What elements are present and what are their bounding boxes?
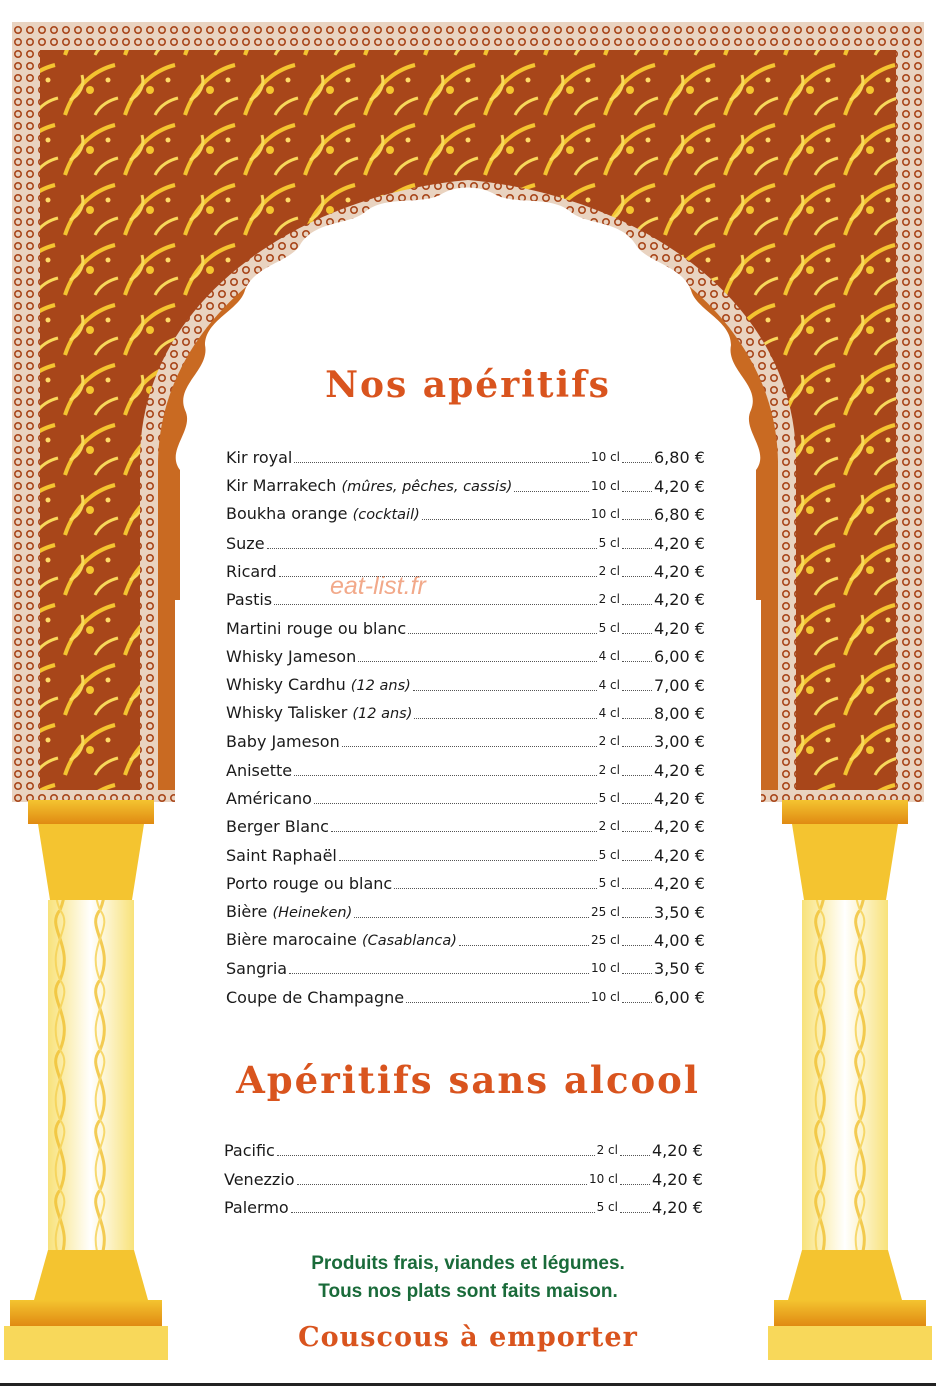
item-volume: 10 cl bbox=[590, 450, 620, 465]
item-note: (Heineken) bbox=[272, 904, 353, 921]
menu-item bbox=[224, 1190, 703, 1218]
item-note: (Casablanca) bbox=[361, 933, 457, 950]
dot-leader bbox=[620, 1212, 650, 1213]
item-volume: 5 cl bbox=[596, 1200, 618, 1215]
item-volume: 10 cl bbox=[590, 989, 620, 1004]
item-price: 3,00 € bbox=[654, 732, 705, 752]
dot-leader bbox=[622, 548, 652, 549]
item-name: Sangria bbox=[226, 959, 288, 979]
item-label bbox=[226, 476, 512, 497]
dot-leader bbox=[620, 1155, 650, 1156]
item-label bbox=[226, 703, 412, 724]
item-price: 4,20 € bbox=[654, 590, 705, 610]
item-name: Pacific bbox=[224, 1141, 275, 1161]
item-name: Whisky Jameson bbox=[226, 647, 357, 667]
item-price: 4,20 € bbox=[654, 476, 705, 496]
dot-leader bbox=[622, 746, 652, 747]
dot-leader bbox=[622, 1002, 652, 1003]
menu-item bbox=[224, 1133, 703, 1161]
item-volume: 25 cl bbox=[590, 904, 620, 919]
menu-item bbox=[226, 752, 705, 780]
item-label bbox=[226, 504, 420, 525]
dot-leader bbox=[291, 1212, 595, 1213]
item-label bbox=[226, 761, 292, 781]
item-label bbox=[226, 590, 272, 610]
section-title-sans-alcool: Apéritifs sans alcool bbox=[236, 1058, 700, 1102]
dot-leader bbox=[414, 718, 596, 719]
dot-leader bbox=[406, 1002, 589, 1003]
item-price: 6,80 € bbox=[654, 505, 705, 525]
item-volume: 25 cl bbox=[590, 933, 620, 948]
menu-item bbox=[226, 724, 705, 752]
dot-leader bbox=[622, 576, 652, 577]
item-name: Bière bbox=[226, 901, 268, 921]
item-price: 4,20 € bbox=[654, 618, 705, 638]
item-name: Martini rouge ou blanc bbox=[226, 618, 407, 638]
item-price: 4,20 € bbox=[654, 817, 705, 837]
item-price: 6,00 € bbox=[654, 987, 705, 1007]
item-price: 4,00 € bbox=[654, 931, 705, 951]
item-label bbox=[226, 448, 292, 468]
item-name: Porto rouge ou blanc bbox=[226, 874, 393, 894]
item-label bbox=[226, 732, 340, 752]
menu-item bbox=[226, 696, 705, 724]
dot-leader bbox=[274, 604, 596, 605]
item-volume: 2 cl bbox=[598, 819, 620, 834]
item-label bbox=[226, 647, 356, 667]
item-label bbox=[226, 534, 265, 554]
dot-leader bbox=[289, 973, 589, 974]
item-label bbox=[224, 1170, 295, 1190]
dot-leader bbox=[622, 633, 652, 634]
item-price: 4,20 € bbox=[654, 561, 705, 581]
item-volume: 10 cl bbox=[590, 507, 620, 522]
watermark-text: eat-list.fr bbox=[330, 572, 426, 600]
item-label bbox=[226, 902, 352, 923]
item-volume: 10 cl bbox=[590, 478, 620, 493]
menu-item bbox=[226, 951, 705, 979]
item-price: 3,50 € bbox=[654, 959, 705, 979]
item-volume: 4 cl bbox=[598, 677, 620, 692]
item-volume: 10 cl bbox=[588, 1171, 618, 1186]
menu-item bbox=[226, 809, 705, 837]
menu-item bbox=[226, 639, 705, 667]
menu-item bbox=[226, 440, 705, 468]
footer-line-2: Tous nos plats sont faits maison. bbox=[318, 1281, 618, 1302]
dot-leader bbox=[394, 888, 596, 889]
dot-leader bbox=[622, 491, 652, 492]
menu-item bbox=[226, 582, 705, 610]
item-name: Suze bbox=[226, 533, 265, 553]
dot-leader bbox=[339, 860, 597, 861]
item-note: (cocktail) bbox=[352, 507, 420, 524]
item-price: 4,20 € bbox=[654, 845, 705, 865]
item-name: Venezzio bbox=[224, 1169, 295, 1189]
item-name: Baby Jameson bbox=[226, 732, 340, 752]
menu-item bbox=[226, 667, 705, 695]
dot-leader bbox=[267, 548, 597, 549]
item-price: 4,20 € bbox=[652, 1141, 703, 1161]
footer-line-1: Produits frais, viandes et légumes. bbox=[311, 1253, 625, 1274]
item-price: 7,00 € bbox=[654, 675, 705, 695]
dot-leader bbox=[622, 604, 652, 605]
dot-leader bbox=[297, 1184, 587, 1185]
item-name: Boukha orange bbox=[226, 504, 348, 524]
dot-leader bbox=[622, 831, 652, 832]
dot-leader bbox=[294, 462, 589, 463]
item-volume: 5 cl bbox=[598, 620, 620, 635]
item-name: Ricard bbox=[226, 561, 277, 581]
item-volume: 5 cl bbox=[598, 791, 620, 806]
menu-item bbox=[226, 525, 705, 553]
dot-leader bbox=[358, 661, 596, 662]
item-price: 3,50 € bbox=[654, 902, 705, 922]
item-volume: 4 cl bbox=[598, 705, 620, 720]
sans-alcool-list bbox=[224, 1133, 703, 1218]
menu-item bbox=[226, 497, 705, 525]
item-price: 8,00 € bbox=[654, 703, 705, 723]
item-price: 4,20 € bbox=[652, 1198, 703, 1218]
item-price: 4,20 € bbox=[654, 533, 705, 553]
dot-leader bbox=[622, 519, 652, 520]
item-name: Kir royal bbox=[226, 448, 293, 468]
dot-leader bbox=[413, 690, 597, 691]
menu-item bbox=[226, 866, 705, 894]
item-name: Palermo bbox=[224, 1198, 289, 1218]
dot-leader bbox=[622, 775, 652, 776]
dot-leader bbox=[622, 973, 652, 974]
dot-leader bbox=[314, 803, 597, 804]
dot-leader bbox=[422, 519, 589, 520]
item-name: Coupe de Champagne bbox=[226, 987, 405, 1007]
menu-item bbox=[226, 554, 705, 582]
item-name: Américano bbox=[226, 789, 312, 809]
dot-leader bbox=[622, 860, 652, 861]
item-note: (12 ans) bbox=[352, 705, 413, 722]
item-price: 4,20 € bbox=[654, 789, 705, 809]
item-note: (12 ans) bbox=[350, 677, 411, 694]
dot-leader bbox=[622, 462, 652, 463]
item-name: Berger Blanc bbox=[226, 817, 329, 837]
item-note: (mûres, pêches, cassis) bbox=[341, 478, 513, 495]
item-name: Whisky Cardhu bbox=[226, 674, 346, 694]
dot-leader bbox=[622, 690, 652, 691]
dot-leader bbox=[622, 803, 652, 804]
item-volume: 5 cl bbox=[598, 535, 620, 550]
item-volume: 2 cl bbox=[598, 592, 620, 607]
menu-item bbox=[226, 468, 705, 496]
takeaway-banner: Couscous à emporter bbox=[298, 1322, 638, 1353]
item-label bbox=[226, 874, 392, 894]
item-volume: 2 cl bbox=[596, 1143, 618, 1158]
item-label bbox=[224, 1198, 289, 1218]
dot-leader bbox=[514, 491, 589, 492]
left-column bbox=[4, 800, 168, 1360]
menu-item bbox=[226, 781, 705, 809]
menu-item bbox=[226, 610, 705, 638]
aperitifs-list bbox=[226, 440, 705, 1008]
item-price: 4,20 € bbox=[652, 1169, 703, 1189]
item-name: Pastis bbox=[226, 590, 273, 610]
section-title-aperitifs: Nos apéritifs bbox=[325, 364, 611, 406]
dot-leader bbox=[620, 1184, 650, 1185]
item-name: Whisky Talisker bbox=[226, 702, 348, 722]
footer-note bbox=[190, 1250, 746, 1306]
dot-leader bbox=[279, 576, 597, 577]
item-label bbox=[226, 562, 277, 582]
dot-leader bbox=[622, 917, 652, 918]
bottom-line bbox=[0, 1383, 936, 1386]
item-price: 4,20 € bbox=[654, 760, 705, 780]
item-volume: 2 cl bbox=[598, 563, 620, 578]
item-label bbox=[226, 817, 329, 837]
item-name: Kir Marrakech bbox=[226, 475, 337, 495]
dot-leader bbox=[622, 945, 652, 946]
dot-leader bbox=[331, 831, 597, 832]
item-volume: 2 cl bbox=[598, 734, 620, 749]
item-price: 4,20 € bbox=[654, 874, 705, 894]
item-label bbox=[224, 1141, 275, 1161]
item-price: 6,00 € bbox=[654, 647, 705, 667]
item-name: Anisette bbox=[226, 760, 293, 780]
dot-leader bbox=[622, 888, 652, 889]
menu-item bbox=[226, 837, 705, 865]
item-volume: 10 cl bbox=[590, 961, 620, 976]
item-volume: 5 cl bbox=[598, 876, 620, 891]
dot-leader bbox=[622, 661, 652, 662]
item-volume: 2 cl bbox=[598, 762, 620, 777]
item-label bbox=[226, 930, 457, 951]
dot-leader bbox=[622, 718, 652, 719]
item-volume: 4 cl bbox=[598, 649, 620, 664]
item-label bbox=[226, 675, 411, 696]
right-column bbox=[768, 800, 932, 1360]
dot-leader bbox=[459, 945, 589, 946]
item-label bbox=[226, 959, 287, 979]
item-name: Bière marocaine bbox=[226, 930, 357, 950]
dot-leader bbox=[354, 917, 589, 918]
item-label bbox=[226, 988, 404, 1008]
dot-leader bbox=[342, 746, 597, 747]
menu-item bbox=[224, 1161, 703, 1189]
item-label bbox=[226, 789, 312, 809]
dot-leader bbox=[408, 633, 596, 634]
item-label bbox=[226, 619, 406, 639]
item-price: 6,80 € bbox=[654, 448, 705, 468]
menu-item bbox=[226, 979, 705, 1007]
item-volume: 5 cl bbox=[598, 847, 620, 862]
menu-item bbox=[226, 923, 705, 951]
item-label bbox=[226, 846, 337, 866]
menu-item bbox=[226, 894, 705, 922]
dot-leader bbox=[294, 775, 597, 776]
dot-leader bbox=[277, 1155, 595, 1156]
item-name: Saint Raphaël bbox=[226, 845, 337, 865]
